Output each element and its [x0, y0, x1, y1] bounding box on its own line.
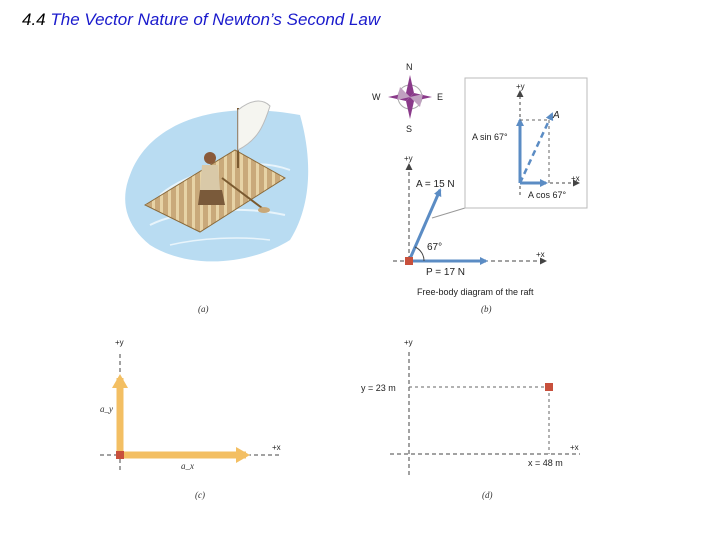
- ay-label: a_y: [100, 404, 113, 414]
- compass-west: W: [372, 92, 381, 102]
- disp-plus-x: +x: [570, 443, 579, 452]
- slide-number: 4.4: [22, 10, 46, 29]
- accel-plus-x: +x: [272, 443, 281, 452]
- caption-d: (d): [482, 490, 493, 500]
- ax-label: a_x: [181, 461, 194, 471]
- x-value-label: x = 48 m: [528, 458, 563, 468]
- inset-box: [465, 78, 587, 208]
- disp-plus-y: +y: [404, 338, 413, 347]
- compass-north: N: [406, 62, 413, 72]
- inset-connector: [432, 208, 465, 218]
- inset-plus-x: +x: [571, 174, 580, 183]
- fbd-plus-x: +x: [536, 250, 545, 259]
- angle-label: 67°: [427, 242, 443, 253]
- force-P-label: P = 17 N: [426, 267, 466, 278]
- force-A-label: A = 15 N: [416, 179, 455, 190]
- inset-sin-label: A sin 67°: [472, 132, 508, 142]
- raft-illustration: [125, 101, 308, 261]
- rafter-head: [204, 152, 216, 164]
- y-value-label: y = 23 m: [361, 383, 396, 393]
- acceleration-diagram: [100, 352, 282, 470]
- compass-rose-icon: [388, 75, 432, 119]
- compass-east: E: [437, 92, 444, 102]
- inset-plus-y: +y: [516, 82, 525, 91]
- caption-c: (c): [195, 490, 205, 500]
- raft-point: [405, 257, 413, 265]
- inset-cos-label: A cos 67°: [528, 190, 567, 200]
- accel-origin-point: [116, 451, 124, 459]
- rafter-body: [200, 165, 220, 190]
- accel-plus-y: +y: [115, 338, 124, 347]
- inset-vector-label: A: [553, 110, 560, 121]
- final-position-point: [545, 383, 553, 391]
- fbd-plus-y: +y: [404, 154, 413, 163]
- angle-arc: [415, 247, 424, 261]
- slide-title-text: The Vector Nature of Newton’s Second Law: [50, 10, 381, 29]
- caption-a: (a): [198, 304, 209, 314]
- caption-b: (b): [481, 304, 492, 314]
- fbd-caption: Free-body diagram of the raft: [417, 287, 534, 297]
- displacement-diagram: [390, 352, 580, 475]
- compass-south: S: [406, 124, 413, 134]
